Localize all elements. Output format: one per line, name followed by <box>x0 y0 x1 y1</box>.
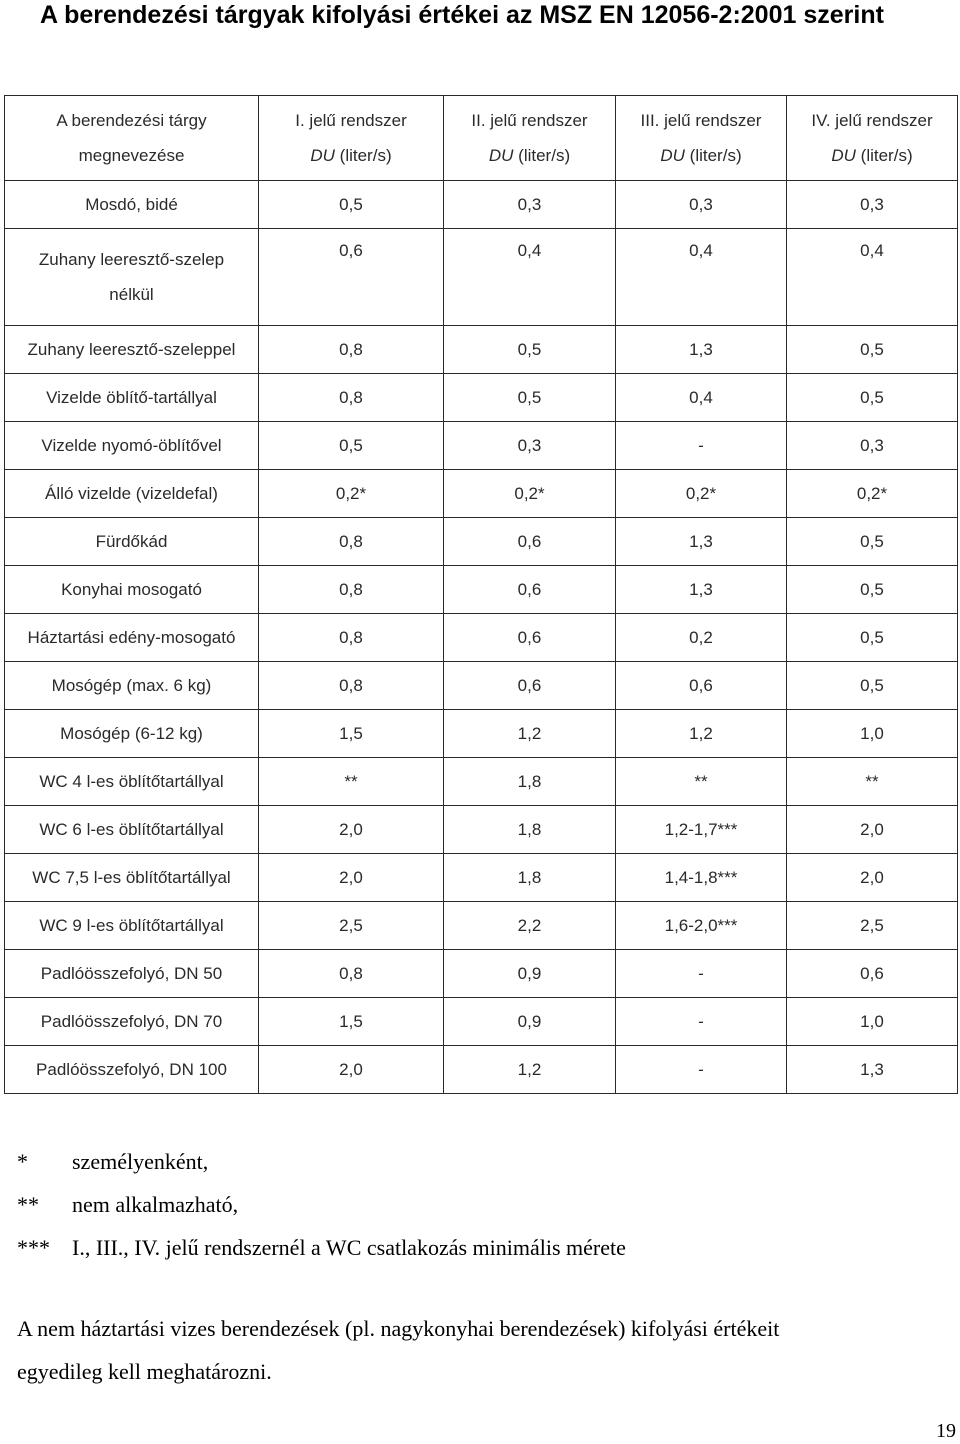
closing-line1: A nem háztartási vizes berendezések (pl. nagykonyhai berendezések) kifolyási értékeit <box>17 1316 780 1341</box>
value-system-2: 0,6 <box>444 566 616 614</box>
fixture-name: Mosógép (6-12 kg) <box>5 710 259 758</box>
value-system-1: 2,0 <box>259 854 444 902</box>
table-row <box>5 566 958 614</box>
table-body <box>5 181 958 1094</box>
value-system-2: 1,8 <box>444 854 616 902</box>
header-unit: (liter/s) <box>684 146 742 165</box>
value-system-4: 1,0 <box>787 998 958 1046</box>
table-row <box>5 374 958 422</box>
value-system-4: 0,5 <box>787 566 958 614</box>
value-system-3: 1,3 <box>616 326 787 374</box>
value-system-4: 0,5 <box>787 326 958 374</box>
value-system-4: 0,5 <box>787 374 958 422</box>
value-system-4: 0,3 <box>787 422 958 470</box>
footnote <box>17 1183 917 1226</box>
fixture-name-line2: nélkül <box>109 285 154 304</box>
footnote-mark: * <box>17 1149 28 1174</box>
value-system-3: 1,2 <box>616 710 787 758</box>
value-system-4: 0,2* <box>787 470 958 518</box>
value-system-4: 1,0 <box>787 710 958 758</box>
page-number: 19 <box>936 1420 956 1442</box>
value-system-3: - <box>616 950 787 998</box>
value-system-1: 0,8 <box>259 614 444 662</box>
header-line2: megnevezése <box>78 146 185 165</box>
closing-line2: egyedileg kell meghatározni. <box>17 1359 272 1384</box>
value-system-3: ** <box>616 758 787 806</box>
footnote-text: nem alkalmazható, <box>72 1192 239 1217</box>
value-system-3: 0,4 <box>616 229 787 326</box>
footnote <box>17 1140 917 1183</box>
fixture-name: Vizelde nyomó-öblítővel <box>5 422 259 470</box>
value-system-2: 0,6 <box>444 614 616 662</box>
footnote-mark: ** <box>17 1192 39 1217</box>
value-system-3: 1,6-2,0*** <box>616 902 787 950</box>
value-system-2: 1,2 <box>444 1046 616 1094</box>
footnote-mark: *** <box>17 1235 50 1260</box>
fixture-name: Padlóösszefolyó, DN 100 <box>5 1046 259 1094</box>
value-system-4: 0,6 <box>787 950 958 998</box>
header-system-1 <box>259 96 444 181</box>
table-row <box>5 181 958 229</box>
value-system-1: 0,8 <box>259 518 444 566</box>
header-du: DU <box>660 146 685 165</box>
value-system-3: 0,2* <box>616 470 787 518</box>
fixture-name: Álló vizelde (vizeldefal) <box>5 470 259 518</box>
value-system-1: 2,0 <box>259 806 444 854</box>
table-row <box>5 806 958 854</box>
fixture-name-line1: Zuhany leeresztő-szelep <box>38 250 225 269</box>
fixture-name: WC 4 l-es öblítőtartállyal <box>5 758 259 806</box>
value-system-2: 0,3 <box>444 181 616 229</box>
value-system-2: 1,8 <box>444 758 616 806</box>
value-system-3: - <box>616 422 787 470</box>
header-du: DU <box>831 146 856 165</box>
value-system-1: 1,5 <box>259 998 444 1046</box>
fixture-name: Mosógép (max. 6 kg) <box>5 662 259 710</box>
value-system-4: ** <box>787 758 958 806</box>
value-system-3: 1,3 <box>616 518 787 566</box>
table-row <box>5 229 958 326</box>
table-row <box>5 758 958 806</box>
header-line1: III. jelű rendszer <box>640 111 762 130</box>
value-system-3: 1,3 <box>616 566 787 614</box>
fixture-name: Zuhany leeresztő-szeleppel <box>5 326 259 374</box>
value-system-1: 0,8 <box>259 566 444 614</box>
value-system-2: 0,6 <box>444 518 616 566</box>
value-system-2: 2,2 <box>444 902 616 950</box>
fixture-name: Padlóösszefolyó, DN 70 <box>5 998 259 1046</box>
table-row <box>5 950 958 998</box>
value-system-3: 1,2-1,7*** <box>616 806 787 854</box>
value-system-4: 1,3 <box>787 1046 958 1094</box>
value-system-3: 1,4-1,8*** <box>616 854 787 902</box>
value-system-1: 0,8 <box>259 662 444 710</box>
header-system-3 <box>616 96 787 181</box>
header-line1: II. jelű rendszer <box>471 111 588 130</box>
footnote-text: I., III., IV. jelű rendszernél a WC csatlakozás minimális mérete <box>72 1235 626 1260</box>
fixture-name: WC 9 l-es öblítőtartállyal <box>5 902 259 950</box>
header-unit: (liter/s) <box>334 146 392 165</box>
fixture-name: Vizelde öblítő-tartállyal <box>5 374 259 422</box>
table-row <box>5 1046 958 1094</box>
footnotes <box>17 1140 917 1269</box>
value-system-3: 0,4 <box>616 374 787 422</box>
table-row <box>5 518 958 566</box>
table-row <box>5 422 958 470</box>
value-system-1: ** <box>259 758 444 806</box>
fixture-name: Háztartási edény-mosogató <box>5 614 259 662</box>
value-system-1: 0,5 <box>259 181 444 229</box>
value-system-4: 0,5 <box>787 614 958 662</box>
fixture-name <box>5 229 259 326</box>
value-system-1: 0,8 <box>259 326 444 374</box>
footnote <box>17 1226 917 1269</box>
table-row <box>5 998 958 1046</box>
value-system-4: 2,0 <box>787 854 958 902</box>
value-system-4: 0,5 <box>787 518 958 566</box>
table-row <box>5 662 958 710</box>
value-system-4: 0,3 <box>787 181 958 229</box>
header-line1: A berendezési tárgy <box>56 111 207 130</box>
value-system-3: - <box>616 1046 787 1094</box>
table-row <box>5 470 958 518</box>
table-row <box>5 326 958 374</box>
value-system-1: 0,6 <box>259 229 444 326</box>
header-row <box>5 96 958 181</box>
value-system-2: 0,9 <box>444 998 616 1046</box>
header-line1: IV. jelű rendszer <box>811 111 933 130</box>
value-system-2: 1,2 <box>444 710 616 758</box>
value-system-2: 0,5 <box>444 326 616 374</box>
table-header <box>5 96 958 181</box>
table-row <box>5 614 958 662</box>
value-system-1: 0,2* <box>259 470 444 518</box>
header-du: DU <box>488 146 514 165</box>
header-line1: I. jelű rendszer <box>295 111 407 130</box>
value-system-4: 2,5 <box>787 902 958 950</box>
closing-paragraph <box>17 1307 937 1393</box>
fixture-name: WC 7,5 l-es öblítőtartállyal <box>5 854 259 902</box>
value-system-2: 1,8 <box>444 806 616 854</box>
value-system-1: 0,8 <box>259 374 444 422</box>
fixture-name: Mosdó, bidé <box>5 181 259 229</box>
table-row <box>5 902 958 950</box>
value-system-2: 0,9 <box>444 950 616 998</box>
table-row <box>5 710 958 758</box>
fixture-name: WC 6 l-es öblítőtartállyal <box>5 806 259 854</box>
value-system-2: 0,6 <box>444 662 616 710</box>
header-system-4 <box>787 96 958 181</box>
header-system-2 <box>444 96 616 181</box>
value-system-2: 0,3 <box>444 422 616 470</box>
header-du: DU <box>310 146 335 165</box>
header-unit: (liter/s) <box>513 146 571 165</box>
value-system-3: 0,6 <box>616 662 787 710</box>
value-system-2: 0,4 <box>444 229 616 326</box>
value-system-2: 0,2* <box>444 470 616 518</box>
value-system-3: 0,3 <box>616 181 787 229</box>
fixture-name: Konyhai mosogató <box>5 566 259 614</box>
header-fixture-name <box>5 96 259 181</box>
value-system-4: 0,4 <box>787 229 958 326</box>
fixture-name: Padlóösszefolyó, DN 50 <box>5 950 259 998</box>
fixture-name: Fürdőkád <box>5 518 259 566</box>
discharge-values-table <box>4 95 958 1094</box>
page-title: A berendezési tárgyak kifolyási értékei az MSZ EN 12056-2:2001 szerint <box>40 1 884 29</box>
value-system-3: - <box>616 998 787 1046</box>
value-system-4: 0,5 <box>787 662 958 710</box>
value-system-2: 0,5 <box>444 374 616 422</box>
value-system-1: 2,0 <box>259 1046 444 1094</box>
value-system-1: 2,5 <box>259 902 444 950</box>
value-system-1: 0,5 <box>259 422 444 470</box>
header-unit: (liter/s) <box>855 146 913 165</box>
value-system-1: 1,5 <box>259 710 444 758</box>
footnote-text: személyenként, <box>72 1149 209 1174</box>
value-system-1: 0,8 <box>259 950 444 998</box>
value-system-4: 2,0 <box>787 806 958 854</box>
table-row <box>5 854 958 902</box>
value-system-3: 0,2 <box>616 614 787 662</box>
